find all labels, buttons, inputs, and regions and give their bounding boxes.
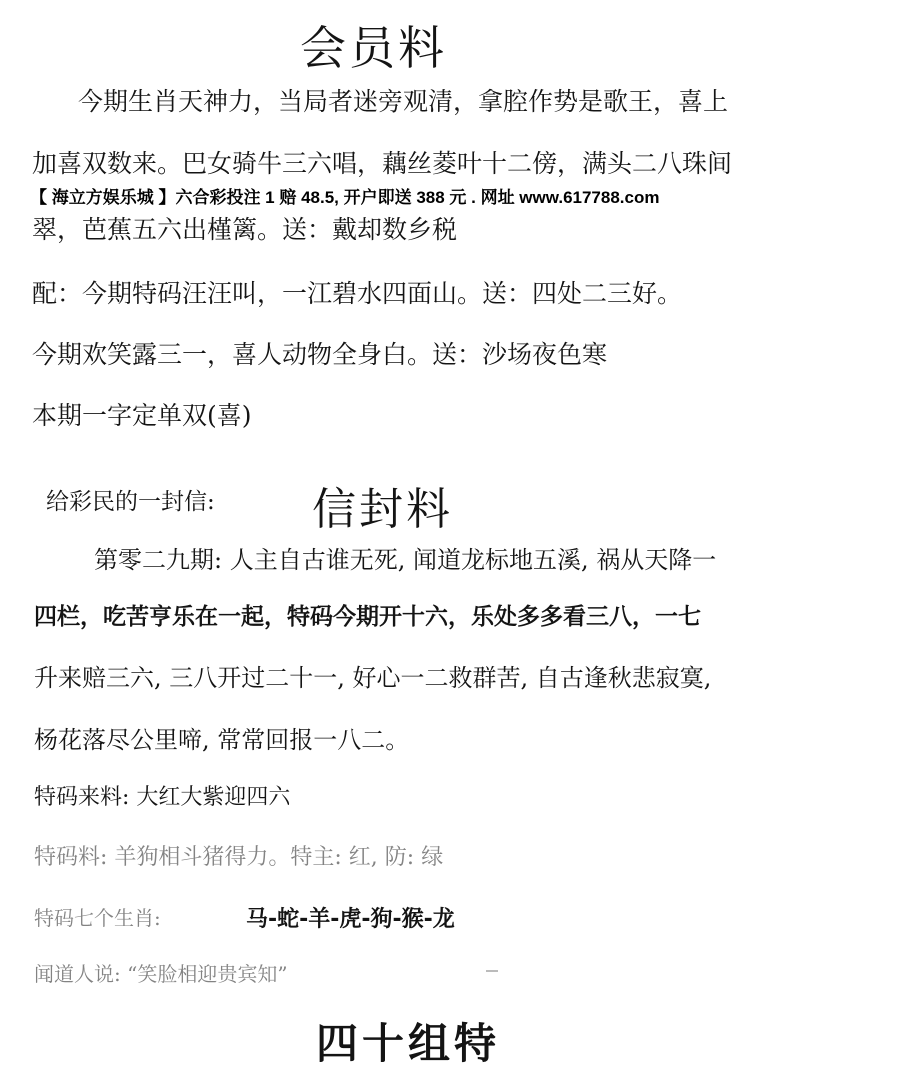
divider [486,970,498,972]
text-line: 特码料: 羊狗相斗猪得力。特主: 红, 防: 绿 [34,845,444,870]
text-line: 升来赔三六, 三八开过二十一, 好心一二救群苦, 自古逢秋悲寂寞, [34,664,712,692]
ad-banner: 【 海立方娱乐城 】六合彩投注 1 赔 48.5, 开户即送 388 元 . 网址 www.617788.com [30,188,660,207]
text-line: 翠，芭蕉五六出槿篱。送：戴却数乡税 [32,215,458,244]
text-line: 今期欢笑露三一，喜人动物全身白。送：沙场夜色寒 [32,340,608,369]
text-line: 闻道人说: “笑脸相迎贵宾知” [34,962,288,986]
letter-label: 给彩民的一封信: [46,489,215,515]
text-line: 特码来料: 大红大紫迎四六 [34,785,291,810]
member-material-title: 会员料 [300,21,447,75]
text-line: 第零二九期: 人主自古谁无死, 闻道龙标地五溪, 祸从天降一 [94,546,717,574]
text-line: 特码七个生肖: [34,906,161,930]
text-line: 本期一字定单双(喜) [32,401,252,430]
text-line: 四栏，吃苦亨乐在一起，特码今期开十六，乐处多多看三八，一七 [34,603,701,630]
zodiac-list: 马-蛇-羊-虎-狗-猴-龙 [246,907,455,932]
envelope-material-title: 信封料 [312,484,453,535]
text-line: 加喜双数来。巴女骑牛三六唱，藕丝菱叶十二傍，满头二八珠间 [32,149,733,178]
forty-groups-title: 四十组特 [316,1019,501,1068]
text-line: 今期生肖天神力，当局者迷旁观清，拿腔作势是歌王，喜上 [78,87,729,116]
text-line: 配：今期特码汪汪叫，一江碧水四面山。送：四处二三好。 [32,279,683,308]
text-line: 杨花落尽公里啼, 常常回报一八二。 [34,726,410,754]
